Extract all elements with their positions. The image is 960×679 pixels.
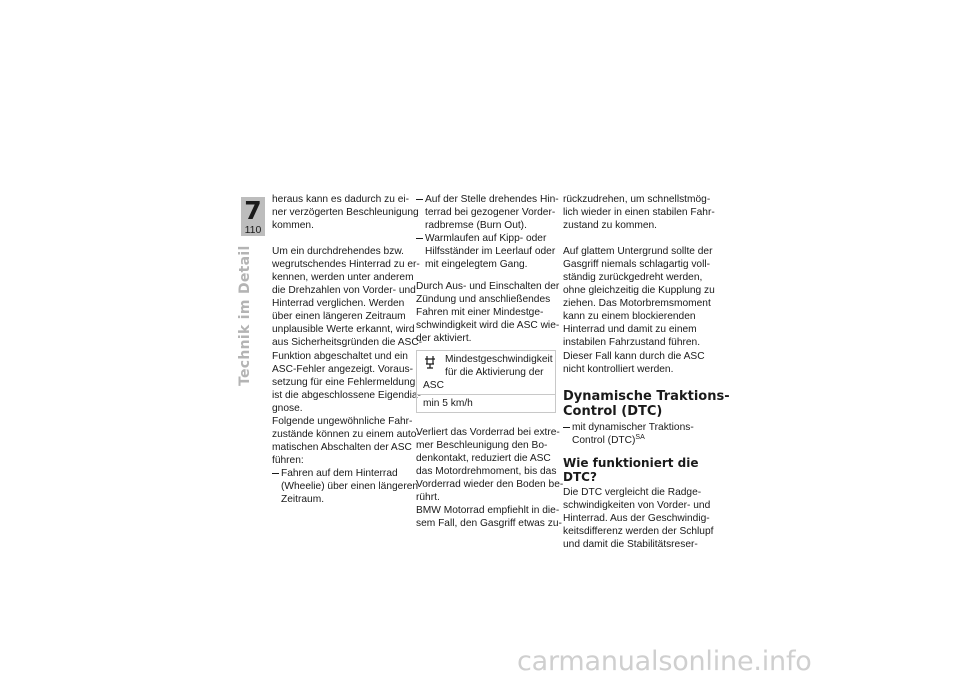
text-line: Hinterrad. Aus der Geschwindig-	[563, 512, 710, 524]
list-item	[416, 232, 554, 271]
text-line: gnose.	[272, 402, 303, 414]
text-column-2	[416, 193, 564, 530]
text-line: wegrutschendes Hinterrad zu er-	[272, 259, 420, 271]
text-line: zustand zu kommen.	[563, 220, 657, 232]
text-line: Fahren mit einer Mindestge-	[416, 307, 544, 319]
text-line: mer Beschleunigung den Bo-	[416, 439, 548, 451]
spec-value: min 5 km/h	[423, 397, 473, 409]
spec-label-cell	[417, 351, 555, 394]
text-line: Control (DTC)	[572, 434, 636, 446]
text-line: BMW Motorrad empfiehlt in die-	[416, 504, 560, 516]
text-line: kann zu einem blockierenden	[563, 311, 696, 323]
text-line: ner verzögerten Beschleunigung	[272, 207, 419, 219]
text-line: Hinterrad verglichen. Werden	[272, 298, 405, 310]
heading-line: Dynamische Traktions-	[563, 388, 730, 404]
text-line: über einen längeren Zeitraum	[272, 311, 406, 323]
text-line: (Wheelie) über einen längeren	[281, 480, 419, 492]
text-line: Auf der Stelle drehendes Hin-	[425, 194, 559, 205]
text-line: terrad bei gezogener Vorder-	[425, 207, 556, 219]
text-line: heraus kann es dadurch zu ei-	[272, 194, 410, 205]
text-line: instabilen Fahrzustand führen.	[563, 337, 701, 349]
text-line: matischen Abschalten der ASC	[272, 441, 412, 453]
text-line: die Drehzahlen von Vorder- und	[272, 285, 416, 297]
text-line: Funktion abgeschaltet und ein	[272, 350, 408, 362]
paragraph	[416, 504, 562, 530]
section-heading	[563, 388, 730, 419]
text-line: Auf glattem Untergrund sollte der	[563, 246, 713, 258]
motorcycle-spec-icon	[424, 355, 436, 369]
paragraph	[563, 193, 715, 232]
text-line: Hilfsständer im Leerlauf oder	[425, 246, 556, 258]
spec-label: für die Aktivierung der	[445, 366, 544, 378]
text-line: Um ein durchdrehendes bzw.	[272, 246, 404, 258]
spec-table	[416, 350, 556, 413]
text-line: schwindigkeiten von Vorder- und	[563, 499, 711, 511]
paragraph	[272, 193, 419, 232]
text-line: Gasgriff niemals schlagartig voll-	[563, 259, 711, 271]
text-line: ständig zurückgedreht werden,	[563, 272, 703, 284]
paragraph	[272, 245, 423, 415]
chapter-title: Technik im Detail	[237, 245, 253, 386]
text-line: Folgende ungewöhnliche Fahr-	[272, 415, 413, 427]
watermark: carmanualsonline.info	[517, 646, 812, 677]
text-line: Zeitraum.	[281, 494, 325, 506]
text-line: aus Sicherheitsgründen die ASC-	[272, 337, 423, 349]
text-line: radbremse (Burn Out).	[425, 220, 527, 232]
list-item	[563, 421, 705, 447]
text-line: ziehen. Das Motorbremsmoment	[563, 298, 711, 310]
text-line: unplausible Werte erkannt, wird	[272, 324, 415, 336]
page-number: 110	[244, 224, 262, 236]
text-line: mit dynamischer Traktions-	[572, 421, 694, 433]
list-item	[416, 193, 559, 232]
text-line: Durch Aus- und Einschalten der	[416, 281, 560, 293]
special-equipment-marker: SA	[635, 433, 645, 441]
text-line: mit eingelegtem Gang.	[425, 259, 528, 271]
text-line: rührt.	[416, 491, 440, 503]
text-line: kennen, werden unter anderem	[272, 272, 414, 284]
text-line: Hinterrad und damit zu einem	[563, 324, 697, 336]
text-line: nicht kontrolliert werden.	[563, 363, 674, 375]
text-line: zustände können zu einem auto-	[272, 428, 420, 440]
text-column-1	[272, 193, 423, 506]
paragraph	[416, 280, 560, 345]
text-column-3	[563, 193, 730, 551]
paragraph	[563, 245, 715, 375]
text-line: und damit die Stabilitätsreser-	[563, 538, 698, 550]
text-line: denkontakt, reduziert die ASC	[416, 452, 551, 464]
text-line: Warmlaufen auf Kipp- oder	[425, 233, 547, 245]
text-line: Verliert das Vorderrad bei extre-	[416, 426, 560, 438]
text-line: der aktiviert.	[416, 333, 472, 345]
list-item	[272, 467, 419, 506]
text-line: schwindigkeit wird die ASC wie-	[416, 320, 560, 332]
text-line: keitsdifferenz werden der Schlupf	[563, 525, 714, 537]
text-line: Die DTC vergleicht die Radge-	[563, 486, 702, 498]
text-line: Zündung und anschließendes	[416, 294, 551, 306]
paragraph	[563, 486, 714, 551]
text-line: ohne gleichzeitig die Kupplung zu	[563, 285, 715, 297]
paragraph	[272, 415, 420, 467]
text-line: Vorderrad wieder den Boden be-	[416, 478, 564, 490]
chapter-number: 7	[244, 196, 262, 225]
text-line: sem Fall, den Gasgriff etwas zu-	[416, 518, 562, 530]
subsection-heading: Wie funktioniert die DTC?	[563, 455, 699, 484]
text-line: lich wieder in einen stabilen Fahr-	[563, 207, 715, 219]
heading-line: Control (DTC)	[563, 403, 663, 419]
text-line: rückzudrehen, um schnellstmög-	[563, 194, 711, 205]
text-line: setzung für eine Fehlermeldung	[272, 376, 416, 388]
text-line: ASC-Fehler angezeigt. Voraus-	[272, 363, 413, 375]
paragraph	[416, 426, 564, 504]
spec-label: ASC	[423, 379, 444, 391]
text-line: ist die abgeschlossene Eigendia-	[272, 389, 421, 401]
text-line: Fahren auf dem Hinterrad	[281, 467, 398, 479]
text-line: führen:	[272, 454, 304, 466]
text-line: das Motordrehmoment, bis das	[416, 465, 557, 477]
text-line: Dieser Fall kann durch die ASC	[563, 350, 705, 362]
text-line: kommen.	[272, 220, 314, 232]
spec-label: Mindestgeschwindigkeit	[445, 353, 553, 365]
